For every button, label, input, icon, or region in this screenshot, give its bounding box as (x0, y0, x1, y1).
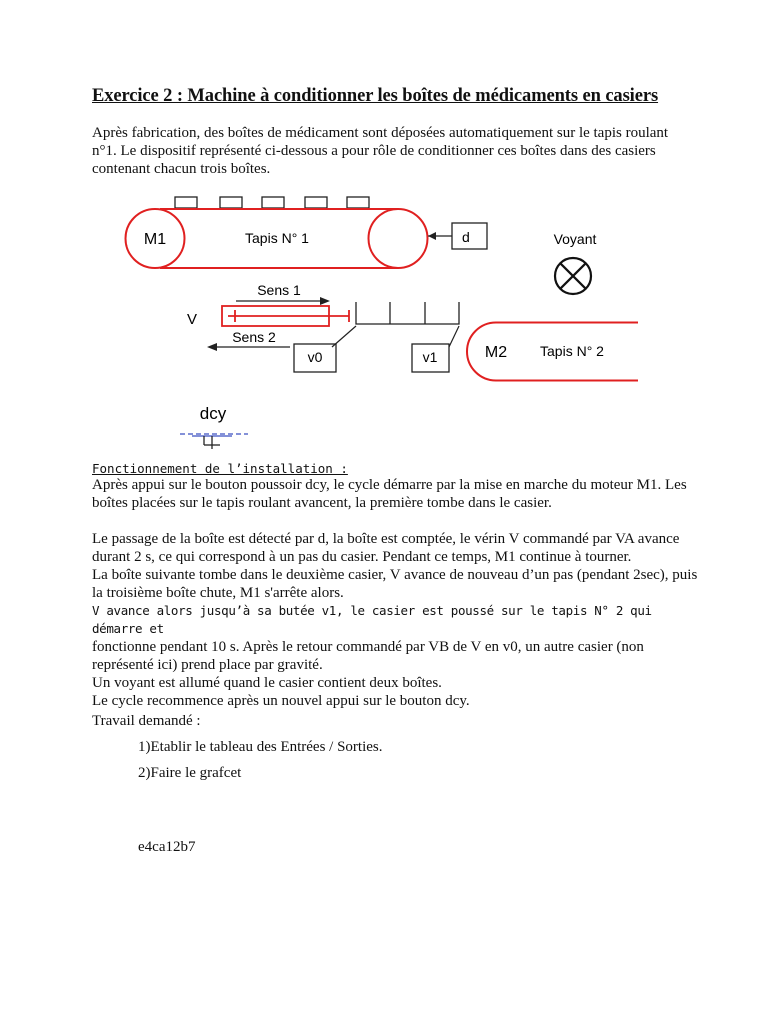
motor-m1-label: M1 (143, 231, 167, 248)
sens-2-label: Sens 2 (232, 329, 276, 345)
machine-diagram (0, 185, 768, 465)
fonctionnement-p4-rest: fonctionne pendant 10 s. Après le retour commandé par VB de V en v0, un autre casier (non représenté ici) prend place par gravité. (92, 639, 644, 673)
conveyor-1-label: Tapis N° 1 (245, 230, 309, 246)
conveyor-2-label: Tapis N° 2 (540, 343, 604, 359)
travail-heading: Travail demandé : (92, 713, 201, 729)
pulley-right (369, 209, 428, 268)
voyant-label: Voyant (553, 231, 597, 247)
boxes-on-conveyor-1 (175, 197, 369, 208)
fonctionnement-p4-mono: V avance alors jusqu’à sa butée v1, le casier est poussé sur le tapis N° 2 qui démarre et (92, 603, 652, 636)
fonctionnement-p2: Le passage de la boîte est détecté par d, la boîte est comptée, le vérin V commandé par VA avance durant 2 s, ce qui correspond à un pas du casier. Pendant ce temps, M1 continue à tourner. (92, 531, 680, 565)
intro-paragraph: Après fabrication, des boîtes de médicament sont déposées automatiquement sur le tapis roulant n°1. Le dispositif représenté ci-dessous a pour rôle de conditionner ces boîtes dans des casiers contenant chacun trois boîtes. (92, 125, 669, 177)
sensor-v0-label: v0 (307, 349, 323, 365)
task-1: 1)Etablir le tableau des Entrées / Sorties. (138, 739, 383, 755)
jack-v (222, 306, 349, 326)
voyant-lamp-icon (555, 258, 591, 294)
fonctionnement-heading: Fonctionnement de l’installation : (92, 461, 348, 476)
fonctionnement-p3: La boîte suivante tombe dans le deuxième casier, V avance de nouveau d’un pas (pendant 2sec), puis la troisième boîte chute, M1 s'arrête alors. (92, 567, 698, 601)
document-code: e4ca12b7 (138, 839, 196, 855)
page-title: Exercice 2 : Machine à conditionner les boîtes de médicaments en casiers (92, 86, 659, 106)
fonctionnement-p1: Après appui sur le bouton poussoir dcy, le cycle démarre par la mise en marche du moteur M1. Les boîtes placées sur le tapis roulant avancent, la première tombe dans le casier. (92, 477, 687, 511)
fonctionnement-body (92, 476, 702, 710)
fonctionnement-p5: Un voyant est allumé quand le casier contient deux boîtes. (92, 675, 442, 691)
dcy-label: dcy (199, 404, 227, 423)
dcy-pushbutton-icon (180, 434, 248, 449)
sensor-d-label: d (462, 229, 470, 245)
motor-m2-label: M2 (484, 344, 508, 361)
casier (356, 302, 459, 324)
task-2: 2)Faire le grafcet (138, 765, 242, 781)
sensor-v1-label: v1 (422, 349, 438, 365)
fonctionnement-p6: Le cycle recommence après un nouvel appui sur le bouton dcy. (92, 693, 470, 709)
jack-v-label: V (187, 311, 198, 328)
sens-1-label: Sens 1 (257, 282, 301, 298)
